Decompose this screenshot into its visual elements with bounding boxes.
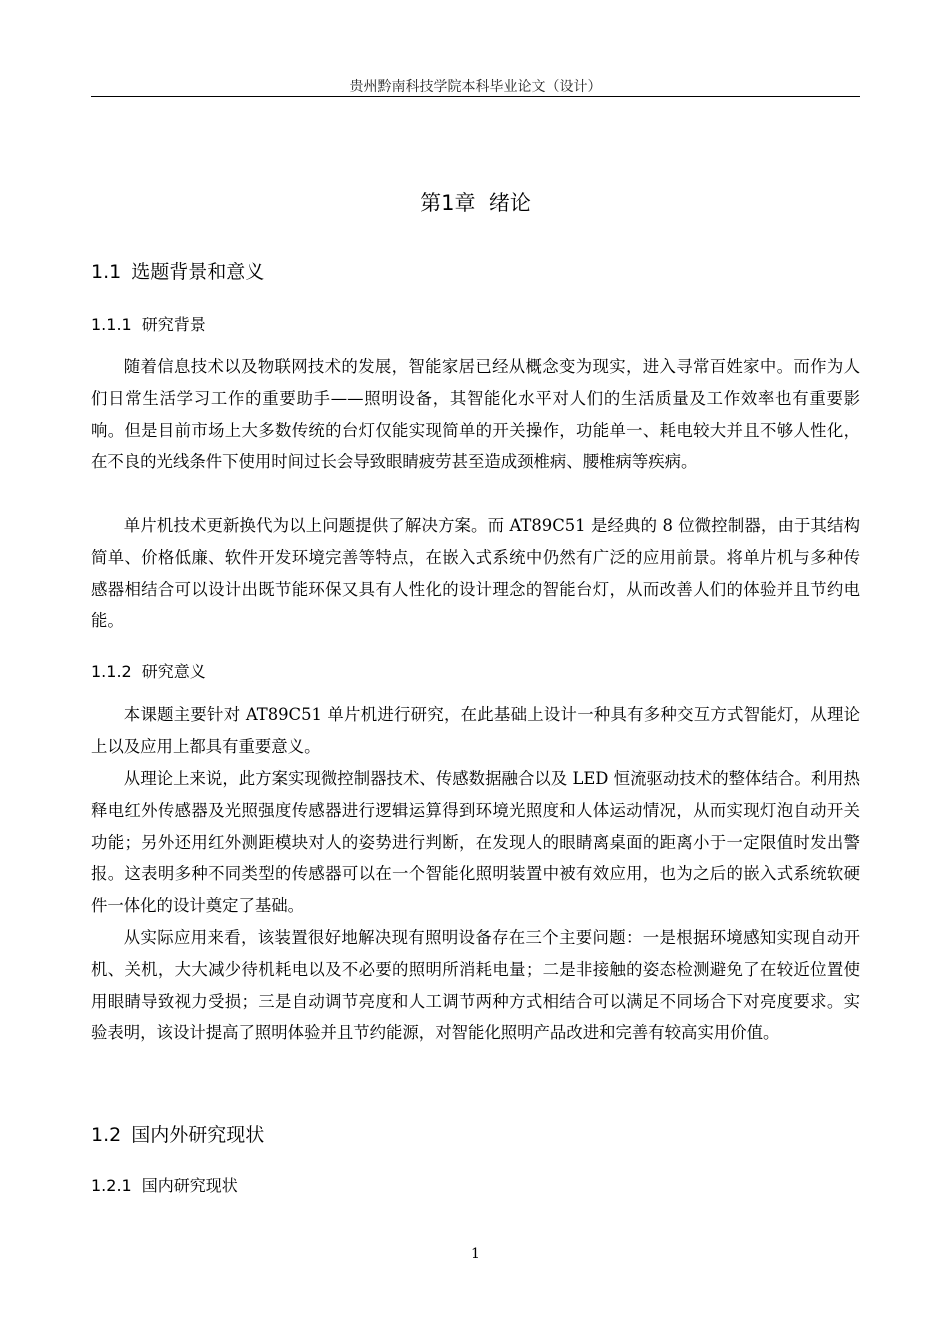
subsection-title: 国内研究现状 bbox=[141, 1176, 238, 1195]
subsection-number: 1.1.2 bbox=[91, 662, 132, 681]
subsection-number: 1.2.1 bbox=[91, 1176, 132, 1195]
chapter-title: 第1章 绪论 bbox=[420, 191, 531, 215]
significance-paragraph-3: 从实际应用来看，该装置很好地解决现有照明设备存在三个主要问题：一是根据环境感知实现自动开机、关机，大大减少待机耗电以及不必要的照明所消耗电量；二是非接触的姿态检测避免了在较近位置使用眼睛导致视力受损；三是自动调节亮度和人工调节两种方式相结合可以满足不同场合下对亮度要求。实验表明，该设计提高了照明体验并且节约能源，对智能化照明产品改进和完善有较高实用价值。 bbox=[91, 928, 860, 1043]
section-title: 选题背景和意义 bbox=[131, 261, 265, 283]
subsection-number: 1.1.1 bbox=[91, 315, 132, 334]
page-number: 1 bbox=[471, 1246, 480, 1262]
header-rule bbox=[91, 96, 860, 97]
section-number: 1.2 bbox=[91, 1124, 122, 1146]
background-paragraph-1: 随着信息技术以及物联网技术的发展，智能家居已经从概念变为现实，进入寻常百姓家中。而作为人们日常生活学习工作的重要助手——照明设备，其智能化水平对人们的生活质量及工作效率也有重要影响。但是目前市场上大多数传统的台灯仅能实现简单的开关操作，功能单一、耗电较大并且不够人性化，在不良的光线条件下使用时间过长会导致眼睛疲劳甚至造成颈椎病、腰椎病等疾病。 bbox=[91, 357, 860, 472]
subsection-title: 研究背景 bbox=[141, 315, 206, 334]
section-number: 1.1 bbox=[91, 261, 122, 283]
section-heading-1-2 bbox=[91, 1121, 264, 1149]
background-paragraph-2: 单片机技术更新换代为以上问题提供了解决方案。而 AT89C51 是经典的 8 位微控制器，由于其结构简单、价格低廉、软件开发环境完善等特点，在嵌入式系统中仍然有广泛的应用前景。将单片机与多种传感器相结合可以设计出既节能环保又具有人性化的设计理念的智能台灯，从而改善人们的体验并且节约电能。 bbox=[91, 516, 860, 631]
subsection-heading-1-1-1 bbox=[91, 313, 206, 337]
section-title: 国内外研究现状 bbox=[131, 1124, 265, 1146]
subsection-heading-1-1-2 bbox=[91, 660, 206, 684]
significance-paragraph-1: 本课题主要针对 AT89C51 单片机进行研究，在此基础上设计一种具有多种交互方式智能灯，从理论上以及应用上都具有重要意义。 bbox=[91, 705, 860, 756]
significance-paragraph-2: 从理论上来说，此方案实现微控制器技术、传感数据融合以及 LED 恒流驱动技术的整体结合。利用热释电红外传感器及光照强度传感器进行逻辑运算得到环境光照度和人体运动情况，从而实现灯泡自动开关功能；另外还用红外测距模块对人的姿势进行判断，在发现人的眼睛离桌面的距离小于一定限值时发出警报。这表明多种不同类型的传感器可以在一个智能化照明装置中被有效应用，也为之后的嵌入式系统软硬件一体化的设计奠定了基础。 bbox=[91, 769, 860, 916]
section-heading-1-1 bbox=[91, 258, 264, 286]
subsection-heading-1-2-1 bbox=[91, 1174, 238, 1198]
subsection-title: 研究意义 bbox=[141, 662, 206, 681]
running-header: 贵州黔南科技学院本科毕业论文（设计） bbox=[349, 79, 602, 95]
